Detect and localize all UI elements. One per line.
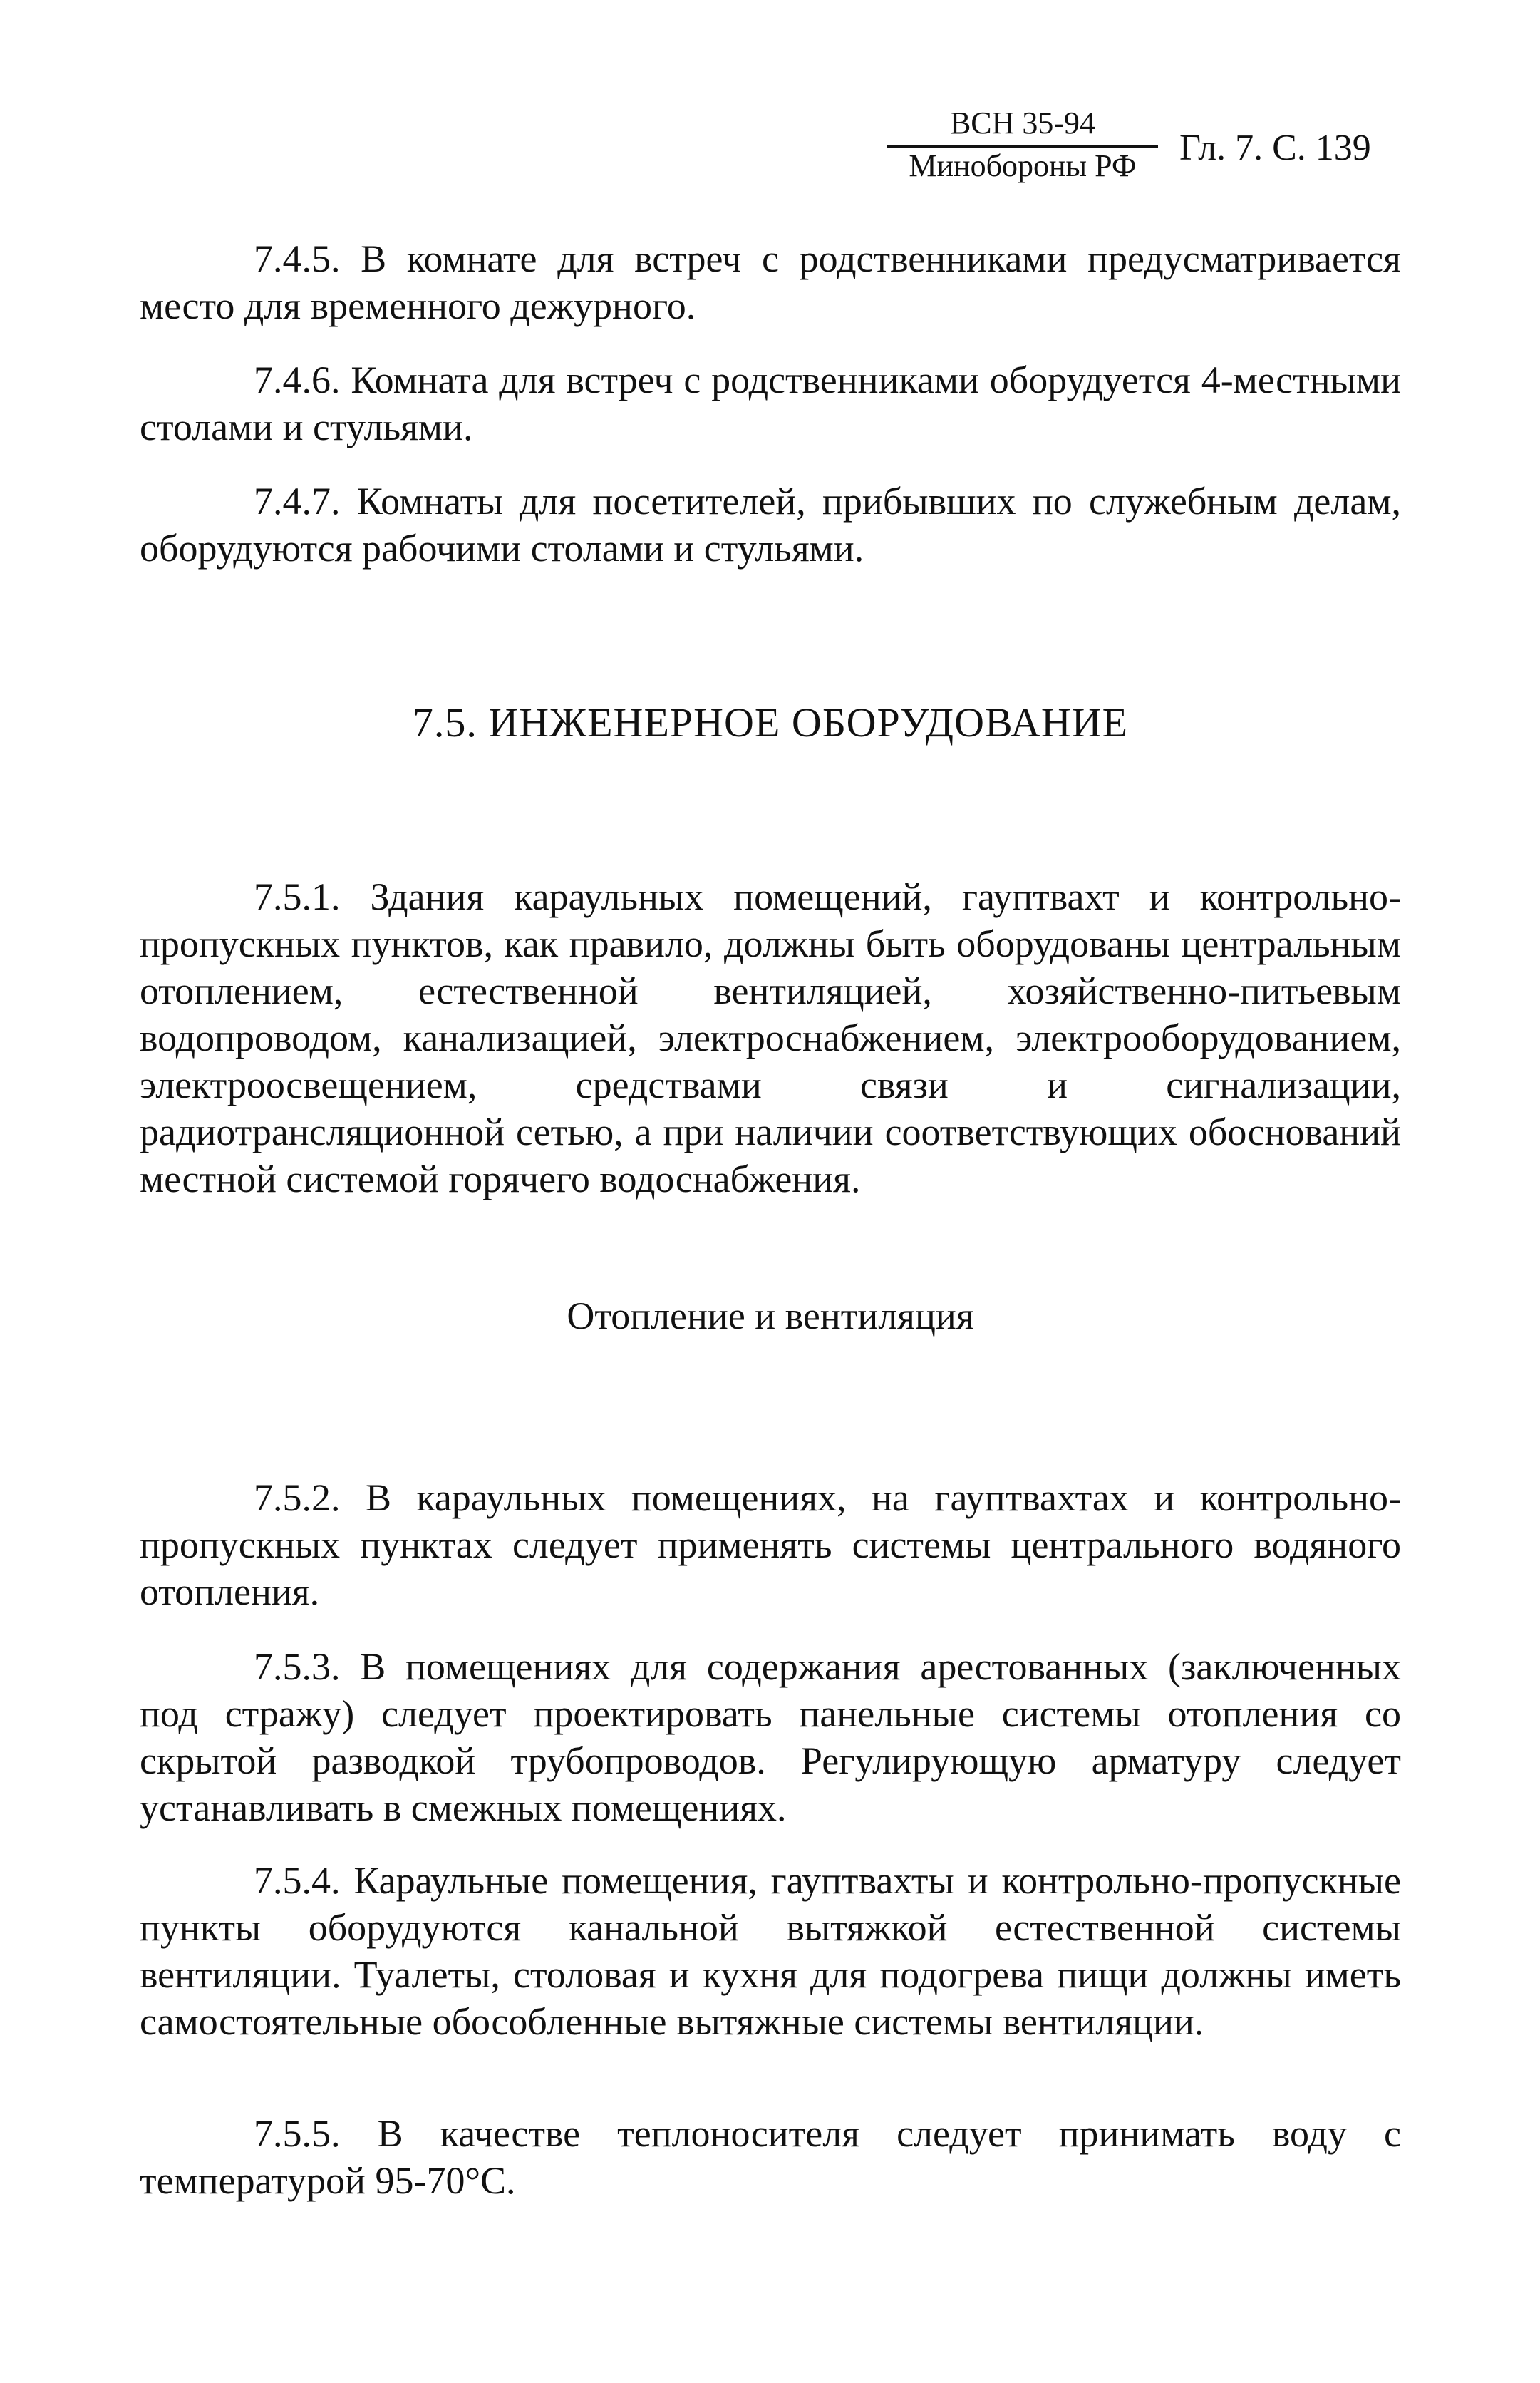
paragraph-7-4-7: 7.4.7. Комнаты для посетителей, прибывших по служебным делам, оборудуются рабочими столами и стульями. bbox=[140, 480, 1401, 570]
page-reference: Гл. 7. С. 139 bbox=[1179, 128, 1371, 168]
paragraph-7-4-5: 7.4.5. В комнате для встреч с родственниками предусматривается место для временного дежурного. bbox=[140, 237, 1401, 327]
subsection-title-heating: Отопление и вентиляция bbox=[567, 1295, 974, 1337]
document-code-divider bbox=[887, 145, 1158, 148]
page-header bbox=[880, 105, 1422, 191]
paragraph-7-5-3: 7.5.3. В помещениях для содержания арестованных (заключенных под стражу) следует проектировать панельные системы отопления со скрытой разводкой трубопроводов. Регулирующую арматуру следует устанавливать в смежных помещениях. bbox=[140, 1645, 1401, 1829]
paragraph-7-4-6: 7.4.6. Комната для встреч с родственниками оборудуется 4-местными столами и стульями. bbox=[140, 359, 1401, 448]
document-code-issuer: Минобороны РФ bbox=[909, 148, 1137, 183]
paragraph-7-5-1: 7.5.1. Здания караульных помещений, гауптвахт и контрольно-пропускных пунктов, как правило, должны быть оборудованы центральным отоплением, естественной вентиляцией, хозяйственно-питьевым водопроводом, канализацией, электроснабжением, электрооборудованием, электроосвещением, средствами связи и сигнализации, радиотрансляционной сетью, а при наличии соответствующих обоснований местной системой горячего водоснабжения. bbox=[140, 875, 1401, 1200]
section-title-7-5: 7.5. ИНЖЕНЕРНОЕ ОБОРУДОВАНИЕ bbox=[412, 699, 1129, 746]
paragraph-7-5-2: 7.5.2. В караульных помещениях, на гауптвахтах и контрольно-пропускных пунктах следует применять системы центрального водяного отопления. bbox=[140, 1476, 1401, 1613]
paragraph-7-5-4: 7.5.4. Караульные помещения, гауптвахты и контрольно-пропускные пункты оборудуются канальной вытяжкой естественной системы вентиляции. Туалеты, столовая и кухня для подогрева пищи должны иметь самостоятельные обособленные вытяжные системы вентиляции. bbox=[140, 1859, 1401, 2043]
paragraph-7-5-5: 7.5.5. В качестве теплоносителя следует принимать воду с температурой 95-70°С. bbox=[140, 2112, 1401, 2202]
document-code-number: ВСН 35-94 bbox=[949, 105, 1096, 140]
